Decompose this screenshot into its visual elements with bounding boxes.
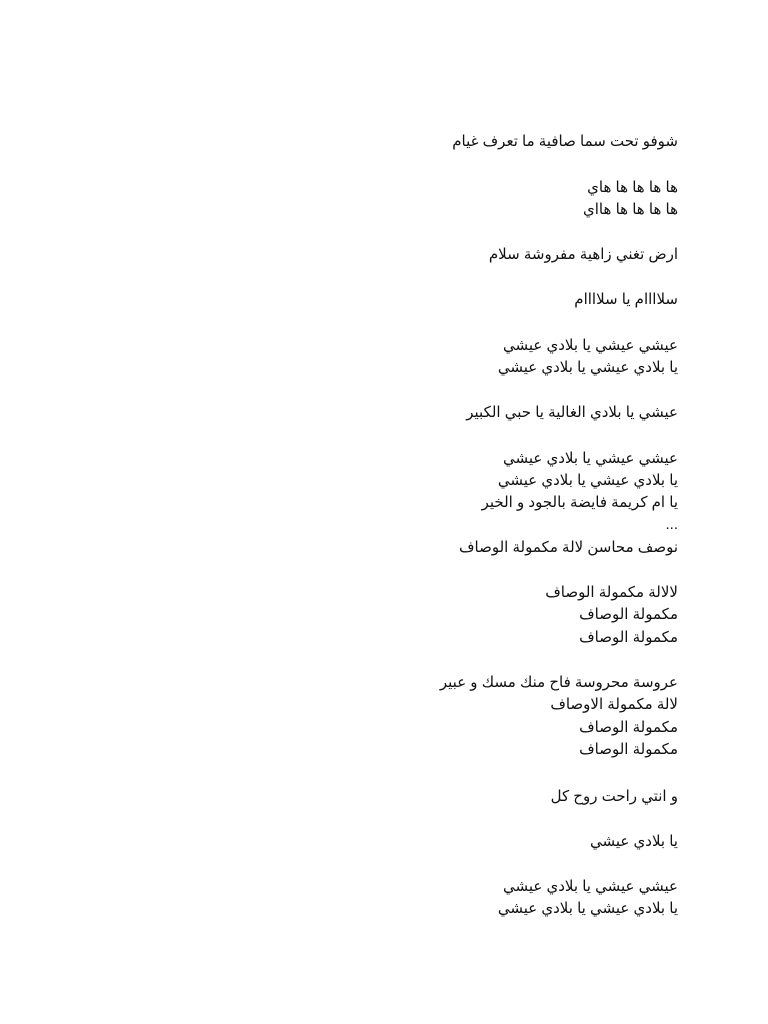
- lyric-line: مكمولة الوصاف: [579, 629, 678, 646]
- lyric-line: يا بلادي عيشي يا بلادي عيشي: [497, 472, 678, 489]
- lyric-line: مكمولة الوصاف: [579, 719, 678, 736]
- lyric-line: و انتي راحت روح كل: [550, 788, 678, 805]
- lyric-line: نوصف محاسن لالة مكمولة الوصاف: [459, 539, 678, 556]
- lyric-line: عيشي عيشي يا بلادي عيشي: [502, 450, 678, 467]
- lyric-line: ها ها ها ها هاي: [587, 179, 678, 196]
- lyric-line: عيشي عيشي يا بلادي عيشي: [502, 337, 678, 354]
- lyric-line: ها ها ها ها هااي: [583, 201, 678, 218]
- lyric-line: يا ام كريمة فايضة بالجود و الخير: [481, 494, 678, 511]
- lyric-line: سلاااام يا سلاااام: [574, 291, 678, 308]
- lyric-line: عروسة محروسة فاح منك مسك و عبير: [439, 674, 678, 691]
- lyric-line: ارض تغني زاهية مفروشة سلام: [488, 246, 678, 263]
- lyric-line: ...: [665, 516, 678, 533]
- lyric-line: عيشي يا بلادي الغالية يا حبي الكبير: [466, 404, 678, 421]
- lyric-line: شوفو تحت سما صافية ما تعرف غيام: [452, 133, 678, 150]
- lyric-line: يا بلادي عيشي يا بلادي عيشي: [497, 900, 678, 917]
- lyric-line: لالة مكمولة الاوصاف: [550, 696, 678, 713]
- lyric-line: يا بلادي عيشي يا بلادي عيشي: [497, 359, 678, 376]
- lyric-line: مكمولة الوصاف: [579, 741, 678, 758]
- lyric-line: مكمولة الوصاف: [579, 606, 678, 623]
- lyric-line: عيشي عيشي يا بلادي عيشي: [502, 878, 678, 895]
- lyric-line: يا بلادي عيشي: [590, 833, 678, 850]
- lyric-line: لالالة مكمولة الوصاف: [545, 584, 678, 601]
